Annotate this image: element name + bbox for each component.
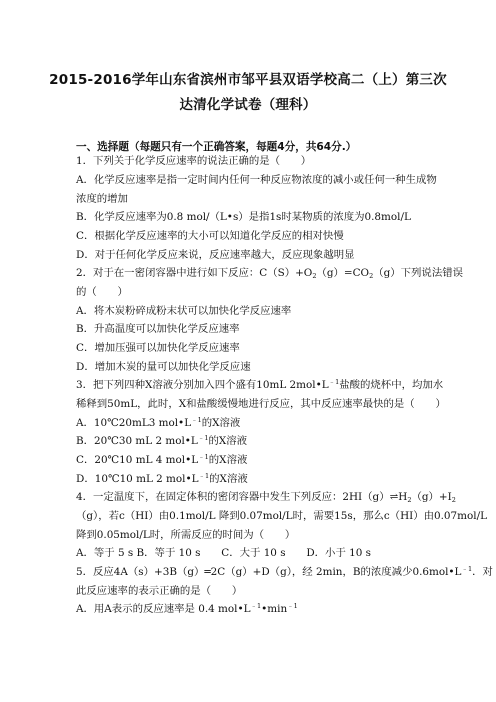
question-4-stem-cont: （g），若c（HI）由0.1mol/L 降到0.07mol/L时，需要15s，那么c（HI）由0.07mol/L (76, 510, 487, 522)
question-3-stem: 3．把下列四种X溶液分别加入四个盛有10mL $2mol•L^{﹣1}$盐酸的烧杯中，均加水 (76, 378, 444, 391)
question-1-option-a-cont: 浓度的增加 (76, 193, 128, 205)
question-2-option-c: C．增加压强可以加快化学反应速率 (76, 342, 240, 354)
question-3-option-b: B．20℃30 mL 2 $mol•L^{﹣1}$的X溶液 (76, 434, 248, 447)
exam-title-line-2: 达清化学试卷（理科） (179, 97, 317, 113)
question-3-option-d: D．10℃10 mL 2 $mol•L^{﹣1}$的X溶液 (76, 472, 248, 485)
exam-title-line-1: 2015-2016学年山东省滨州市邹平县双语学校高二（上）第三次 (49, 72, 447, 88)
question-2-stem: 2．对于在一密闭容器中进行如下反应：$C(S)+O_2(g)=CO_2(g)$下列说法错误 (76, 267, 463, 280)
question-2-option-d: D．增加木炭的量可以加快化学反应速 (76, 361, 251, 373)
question-2-option-b: B．升高温度可以加快化学反应速率 (76, 323, 240, 335)
question-2-option-a: A．将木炭粉碎成粉末状可以加快化学反应速率 (76, 305, 292, 317)
question-1-option-a: A．化学反应速率是指一定时间内任何一种反应物浓度的减小或任何一种生成物 (76, 174, 437, 186)
question-1-option-b: B．化学反应速率为0.8 mol/（L•s）是指1s时某物质的浓度为0.8mol/L (76, 211, 411, 223)
question-3-stem-cont: 稀释到50mL，此时，X和盐酸缓慢地进行反应，其中反应速率最快的是（ ） (76, 398, 446, 410)
question-3-option-a: A．10℃20mL3 $mol•L^{﹣1}$的X溶液 (76, 416, 241, 429)
question-1-stem: 1．下列关于化学反应速率的说法正确的是（ ） (76, 155, 312, 167)
question-5-stem-cont: 此反应速率的表示正确的是（ ） (76, 585, 243, 597)
question-4-options: A．等于 5 s B．等于 10 s C．大于 10 s D．小于 10 s (76, 547, 371, 559)
question-2-stem-cont: 的（ ） (76, 286, 128, 298)
question-4-stem: 4．一定温度下，在固定体积的密闭容器中发生下列反应：$2HI(g)\rightleftharpoons H_2(g)+I_2$ (76, 491, 456, 504)
question-4-stem-cont-2: 降到0.05mol/L时，所需反应的时间为（ ） (76, 529, 296, 541)
section-heading: 一、选择题（每题只有一个正确答案，每题4分，共64分.） (76, 141, 357, 153)
question-5-stem: 5．反应4A（s）+3B（g）═2C（g）+D（g），经 2min，B的浓度减少$0.6mol•L^{﹣1}$．对 (76, 565, 493, 578)
question-1-option-d: D．对于任何化学反应来说，反应速率越大，反应现象越明显 (76, 249, 355, 261)
question-3-option-c: C．20℃10 mL 4 $mol•L^{﹣1}$的X溶液 (76, 453, 248, 466)
question-5-option-a: A．用A表示的反应速率是 0.4 $mol•L^{﹣1}•\min^{﹣1}$ (76, 602, 298, 615)
question-1-option-c: C．根据化学反应速率的大小可以知道化学反应的相对快慢 (76, 230, 344, 242)
